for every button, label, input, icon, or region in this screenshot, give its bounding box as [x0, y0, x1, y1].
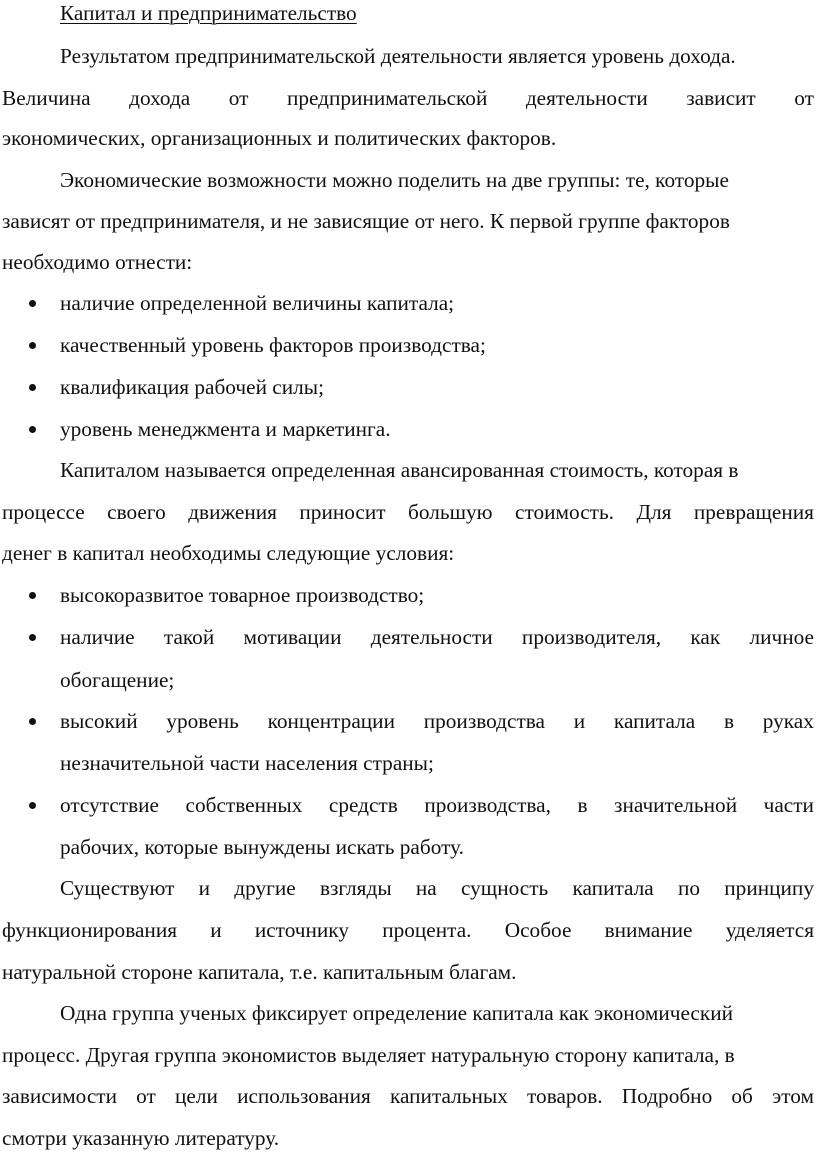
paragraph-5-line-3 — [2, 1086, 814, 1107]
list-2-item-4-line-2: рабочих, которые вынуждены искать работу. — [60, 835, 464, 859]
word: движения — [188, 500, 277, 524]
word: руках — [762, 709, 814, 733]
word: такой — [163, 625, 215, 649]
paragraph-5-line-4: смотри указанную литературу. — [2, 1126, 280, 1150]
word: Подробно — [621, 1084, 713, 1108]
paragraph-3-line-1: Капиталом называется определенная авансированная стоимость, которая в — [60, 458, 739, 482]
paragraph-2-line-2: зависят от предпринимателя, и не зависящие от него. К первой группе факторов — [2, 209, 730, 233]
word: и — [573, 709, 586, 733]
list-1-item-2: качественный уровень факторов производства; — [60, 333, 486, 357]
list-2-item-2-line-2: обогащение; — [60, 668, 175, 692]
word: превращения — [693, 500, 814, 524]
word: цели — [175, 1084, 218, 1108]
paragraph-4-line-1 — [60, 878, 814, 899]
word: на — [415, 876, 437, 900]
word: уделяется — [725, 918, 814, 942]
word: производителя, — [521, 625, 662, 649]
word: другие — [234, 876, 296, 900]
word: Величина — [2, 86, 91, 110]
word: процессе — [2, 500, 85, 524]
list-1-item-1: наличие определенной величины капитала; — [60, 291, 455, 315]
word: наличие — [60, 625, 135, 649]
paragraph-1-line-1: Результатом предпринимательской деятельности является уровень дохода. — [60, 44, 736, 68]
word: зависимости — [2, 1084, 117, 1108]
paragraph-2-line-1: Экономические возможности можно поделить на две группы: те, которые — [60, 168, 729, 192]
word: стоимость. — [515, 500, 614, 524]
list-2-item-3-line-2: незначительной части населения страны; — [60, 751, 434, 775]
list-2-item-2-line-1 — [60, 627, 814, 648]
word: использования — [237, 1084, 371, 1108]
bullet-icon — [29, 384, 36, 391]
word: Особое — [504, 918, 572, 942]
paragraph-3-line-3: денег в капитал необходимы следующие условия: — [2, 541, 455, 565]
word: уровень — [166, 709, 239, 733]
list-1-item-4: уровень менеджмента и маркетинга. — [60, 417, 391, 441]
word: источнику — [254, 918, 350, 942]
list-1-item-3: квалификация рабочей силы; — [60, 375, 324, 399]
word: производства — [423, 709, 546, 733]
word: внимание — [604, 918, 693, 942]
word: в — [577, 793, 588, 817]
word: приносит — [299, 500, 386, 524]
word: в — [723, 709, 735, 733]
word: своего — [107, 500, 166, 524]
word: отсутствие — [60, 793, 159, 817]
word: зависит — [686, 86, 756, 110]
word: значительной — [614, 793, 738, 817]
word: большую — [408, 500, 493, 524]
paragraph-1-line-3: экономических, организационных и политических факторов. — [2, 126, 557, 150]
word: деятельности — [525, 86, 648, 110]
paragraph-2-line-3: необходимо отнести: — [2, 250, 193, 274]
bullet-icon — [29, 634, 36, 641]
word: об — [731, 1084, 753, 1108]
word: функционирования — [2, 918, 178, 942]
word: концентрации — [267, 709, 395, 733]
bullet-icon — [29, 300, 36, 307]
word: как — [690, 625, 721, 649]
word: принципу — [724, 876, 814, 900]
word: от — [794, 86, 814, 110]
word: собственных — [185, 793, 303, 817]
word: по — [678, 876, 701, 900]
bullet-icon — [29, 426, 36, 433]
word: от — [136, 1084, 156, 1108]
word: мотивации — [243, 625, 342, 649]
word: Существуют — [60, 876, 175, 900]
bullet-icon — [29, 592, 36, 599]
word: средств — [328, 793, 398, 817]
word: высокий — [60, 709, 138, 733]
word: от — [228, 86, 249, 110]
word: производства, — [424, 793, 551, 817]
paragraph-5-line-1: Одна группа ученых фиксирует определение капитала как экономический — [60, 1001, 734, 1025]
paragraph-3-line-2 — [2, 502, 814, 523]
word: процента. — [382, 918, 472, 942]
word: товаров. — [527, 1084, 603, 1108]
bullet-icon — [29, 342, 36, 349]
bullet-icon — [29, 718, 36, 725]
word: Для — [636, 500, 672, 524]
bullet-icon — [29, 802, 36, 809]
word: и — [210, 918, 222, 942]
list-2-item-1: высокоразвитое товарное производство; — [60, 583, 425, 607]
paragraph-4-line-2 — [2, 920, 814, 941]
list-2-item-4-line-1 — [60, 795, 814, 816]
document-title: Капитал и предпринимательство — [60, 1, 357, 25]
word: капитала — [572, 876, 654, 900]
word: и — [198, 876, 211, 900]
word: предпринимательской — [286, 86, 488, 110]
word: деятельности — [370, 625, 493, 649]
paragraph-5-line-2: процесс. Другая группа экономистов выделяет натуральную сторону капитала, в — [2, 1043, 735, 1067]
paragraph-1-line-2 — [2, 88, 814, 109]
list-2-item-3-line-1 — [60, 711, 814, 732]
word: дохода — [129, 86, 191, 110]
paragraph-4-line-3: натуральной стороне капитала, т.е. капитальным благам. — [2, 960, 517, 984]
word: части — [763, 793, 814, 817]
word: сущность — [460, 876, 549, 900]
word: личное — [749, 625, 814, 649]
word: капитальных — [389, 1084, 508, 1108]
word: капитала — [613, 709, 696, 733]
word: этом — [772, 1084, 814, 1108]
word: взгляды — [319, 876, 392, 900]
